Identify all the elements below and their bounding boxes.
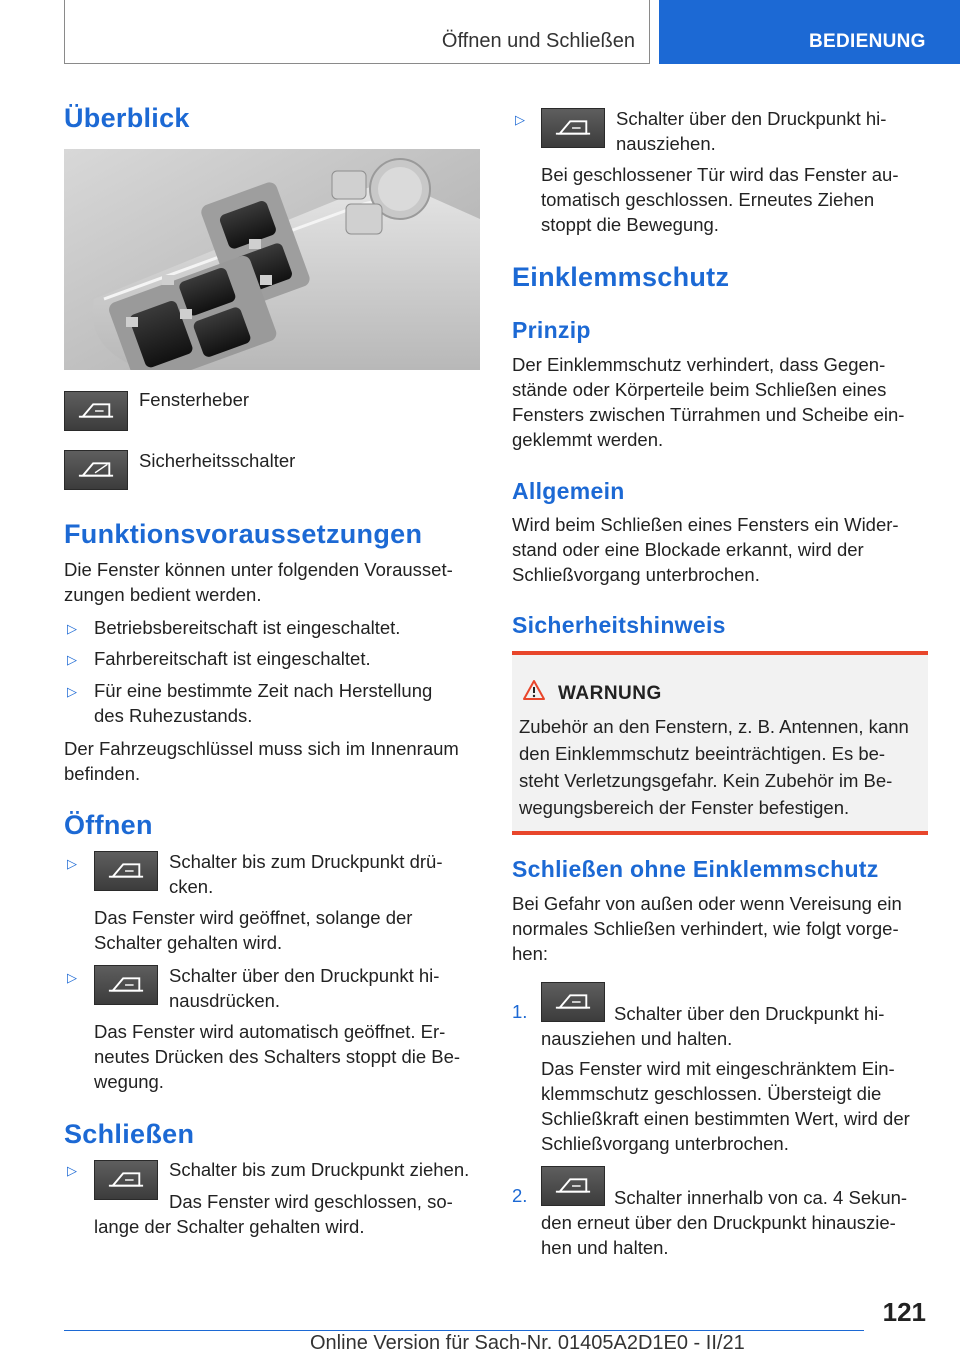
without-intro: Bei Gefahr von außen oder wenn Vereisung ein normales Schließen verhindert, wie folgt vorge-hen: bbox=[512, 893, 902, 964]
warning-box bbox=[512, 651, 928, 831]
open-result-2: Das Fenster wird automatisch geöffnet. Er-neutes Drücken des Schalters stoppt die Be-wegung. bbox=[94, 1021, 461, 1092]
bullet-marker: ▷ bbox=[515, 112, 525, 127]
safety-heading: Sicherheitshinweis bbox=[512, 612, 726, 638]
open-action-2: Schalter über den Druckpunkt hi-nausdrücken. bbox=[169, 965, 440, 1011]
principle-text: Der Einklemmschutz verhindert, dass Gegen-stände oder Körperteile beim Schließen eines Fensters zwischen Türrahmen und Scheibe ein-geklemmt werden. bbox=[512, 354, 905, 450]
window-lifter-icon bbox=[94, 965, 158, 1005]
header-section-box bbox=[64, 0, 650, 64]
legend-window-lifter: Fensterheber bbox=[139, 389, 250, 410]
requirement-bullet-2: Fahrbereitschaft ist eingeschaltet. bbox=[94, 648, 371, 669]
requirements-heading: Funktionsvoraussetzungen bbox=[64, 519, 423, 549]
requirement-bullet-3: Für eine bestimmte Zeit nach Herstellung des Ruhezustands. bbox=[94, 680, 433, 726]
bullet-marker: ▷ bbox=[67, 1163, 77, 1178]
without-antipinch-heading: Schließen ohne Einklemmschutz bbox=[512, 856, 879, 882]
window-lifter-icon bbox=[64, 391, 128, 431]
requirements-note: Der Fahrzeugschlüssel muss sich im Innenraum befinden. bbox=[64, 738, 459, 784]
requirements-intro: Die Fenster können unter folgenden Vorausset-zungen bedient werden. bbox=[64, 559, 453, 605]
safety-switch-icon bbox=[64, 450, 128, 490]
close-heading: Schließen bbox=[64, 1119, 195, 1149]
footer-version-text: Online Version für Sach-Nr. 01405A2D1E0 - II/21 bbox=[310, 1332, 745, 1354]
bullet-marker: ▷ bbox=[67, 652, 77, 667]
open-action-1: Schalter bis zum Druckpunkt drü-cken. bbox=[169, 851, 443, 897]
antipinch-heading: Einklemmschutz bbox=[512, 262, 730, 292]
step-action-1: Schalter über den Druckpunkt hi-nausziehen und halten. bbox=[541, 1003, 885, 1049]
legend-safety-switch: Sicherheitsschalter bbox=[139, 450, 296, 471]
principle-heading: Prinzip bbox=[512, 317, 591, 343]
header-chapter-tab bbox=[659, 0, 960, 64]
step-result-1: Das Fenster wird mit eingeschränktem Ein-klemmschutz geschlossen. Übersteigt die Schließkraft einen bestimmten Wert, wird der Schließvorgang unterbrochen. bbox=[541, 1058, 910, 1154]
bullet-marker: ▷ bbox=[67, 684, 77, 699]
open-result-1: Das Fenster wird geöffnet, solange der Schalter gehalten wird. bbox=[94, 907, 413, 953]
overview-heading: Überblick bbox=[64, 103, 190, 133]
close-action-2: Schalter über den Druckpunkt hi-nausziehen. bbox=[616, 108, 887, 154]
general-text: Wird beim Schließen eines Fensters ein Wider-stand oder eine Blockade erkannt, wird der Schließvorgang unterbrochen. bbox=[512, 514, 899, 585]
step-number-1: 1. bbox=[512, 1001, 528, 1022]
general-heading: Allgemein bbox=[512, 478, 625, 504]
window-switch-photo bbox=[64, 149, 480, 370]
warning-text: Zubehör an den Fenstern, z. B. Antennen, kann den Einklemmschutz beeinträchtigen. Es be-steht Verletzungsgefahr. Kein Zubehör im Be-wegungsbereich der Fenster befestigen. bbox=[519, 716, 909, 818]
close-action-1: Schalter bis zum Druckpunkt ziehen. bbox=[169, 1159, 470, 1180]
close-result-1: Das Fenster wird geschlossen, so-lange der Schalter gehalten wird. bbox=[94, 1191, 453, 1237]
footer-rule bbox=[64, 1330, 864, 1331]
window-lifter-icon bbox=[94, 851, 158, 891]
step-number-2: 2. bbox=[512, 1185, 528, 1206]
window-lifter-icon bbox=[541, 108, 605, 148]
requirement-bullet-1: Betriebsbereitschaft ist eingeschaltet. bbox=[94, 617, 401, 638]
header-section-title: Öffnen und Schließen bbox=[441, 30, 635, 52]
warning-triangle-icon bbox=[522, 679, 546, 701]
bullet-marker: ▷ bbox=[67, 621, 77, 636]
warning-bottom-bar bbox=[512, 831, 928, 835]
close-result-2: Bei geschlossener Tür wird das Fenster au-tomatisch geschlossen. Erneutes Ziehen stoppt die Bewegung. bbox=[541, 164, 899, 235]
bullet-marker: ▷ bbox=[67, 970, 77, 985]
header-chapter-title: BEDIENUNG bbox=[809, 31, 926, 52]
warning-title: WARNUNG bbox=[558, 683, 662, 704]
bullet-marker: ▷ bbox=[67, 856, 77, 871]
page-number: 121 bbox=[882, 1297, 926, 1327]
step-action-2: Schalter innerhalb von ca. 4 Sekun-den erneut über den Druckpunkt hinauszie-hen und halten. bbox=[541, 1187, 908, 1258]
open-heading: Öffnen bbox=[64, 810, 153, 840]
